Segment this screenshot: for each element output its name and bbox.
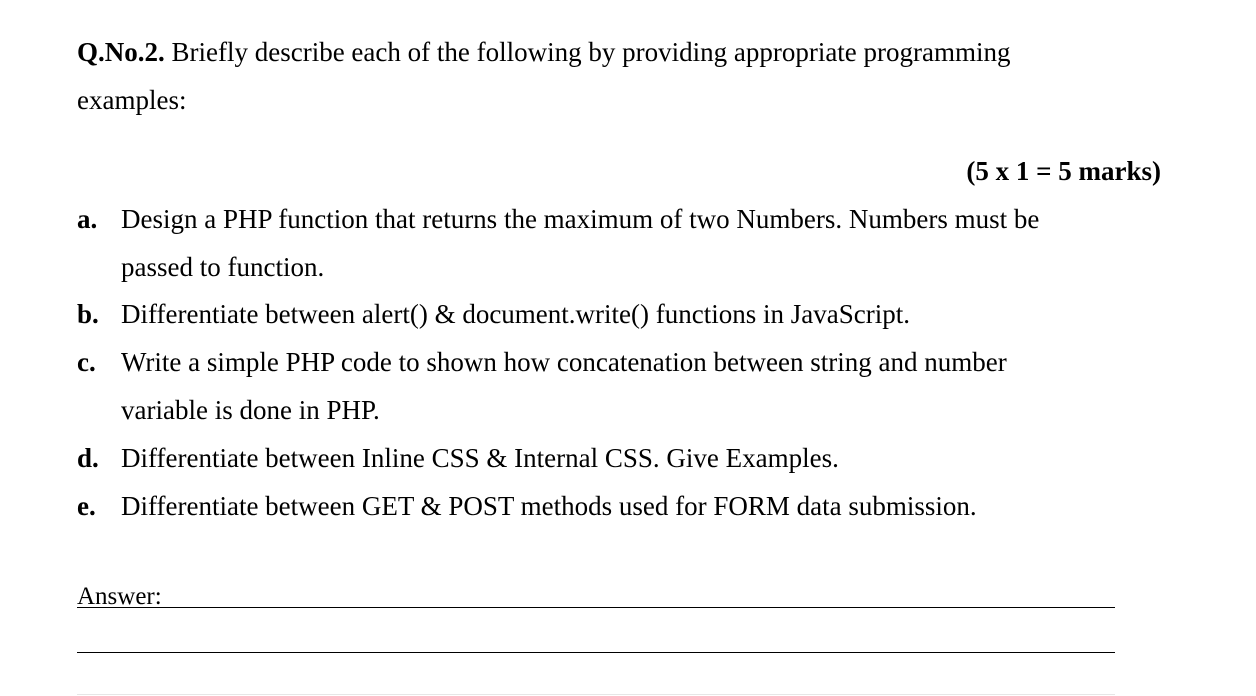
answer-line xyxy=(77,652,1115,653)
answer-line xyxy=(77,694,1115,695)
question-prompt-line-1: Briefly describe each of the following by providing appropriate programming xyxy=(171,37,1011,67)
question-heading xyxy=(77,36,1011,68)
question-prompt-line-2: examples: xyxy=(77,85,187,115)
item-c-text-line-2: variable is done in PHP. xyxy=(121,395,380,425)
item-b-text-line-1: Differentiate between alert() & document.write() functions in JavaScript. xyxy=(121,299,910,329)
answer-label: Answer: xyxy=(77,583,162,610)
question-number: Q.No.2. xyxy=(77,37,165,67)
item-a-letter: a. xyxy=(77,204,98,234)
item-a-text-line-1: Design a PHP function that returns the maximum of two Numbers. Numbers must be xyxy=(121,204,1040,234)
item-d-text-line-1: Differentiate between Inline CSS & Internal CSS. Give Examples. xyxy=(121,443,839,473)
item-e-letter: e. xyxy=(77,491,96,521)
answer-line xyxy=(77,607,1115,608)
item-c-letter: c. xyxy=(77,347,96,377)
item-d-letter: d. xyxy=(77,443,99,473)
item-b-letter: b. xyxy=(77,299,99,329)
item-a-text-line-2: passed to function. xyxy=(121,252,325,282)
item-e-text-line-1: Differentiate between GET & POST methods used for FORM data submission. xyxy=(121,491,977,521)
item-c-text-line-1: Write a simple PHP code to shown how concatenation between string and number xyxy=(121,347,1007,377)
marks-allocation: (5 x 1 = 5 marks) xyxy=(966,156,1161,186)
